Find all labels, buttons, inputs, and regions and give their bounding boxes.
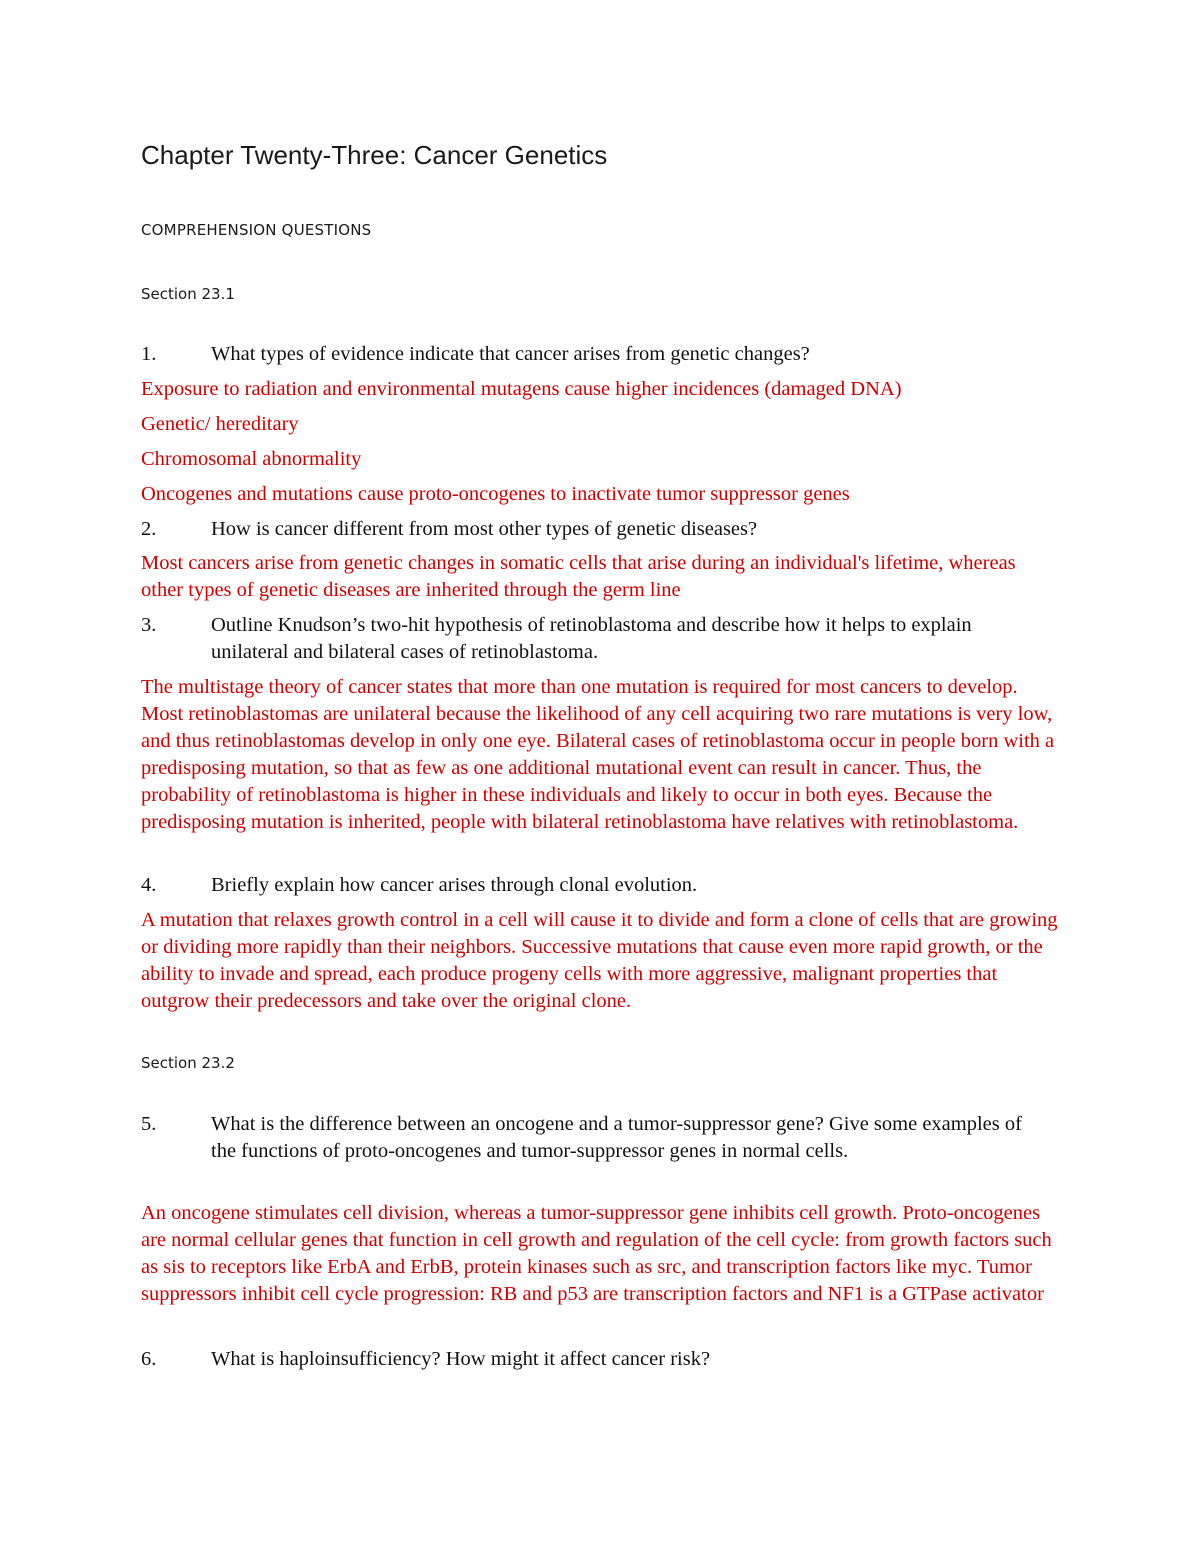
answer-5: An oncogene stimulates cell division, whereas a tumor-suppressor gene inhibits cell growth. Proto-oncogenes are normal cellular genes that function in cell growth and regulation of the cell cycle: from growth factors such as sis to receptors like ErbA and ErbB, protein kinases such as src, and transcription factors like myc. Tumor suppressors inhibit cell cycle progression: RB and p53 are transcription factors and NF1 is a GTPase activator [141,1202,1052,1305]
question-number: 5. [141,1113,157,1135]
answer-2: Most cancers arise from genetic changes in somatic cells that arise during an individual's lifetime, whereas other types of genetic diseases are inherited through the germ line [141,552,1016,601]
question-text: What is haploinsufficiency? How might it affect cancer risk? [211,1348,711,1370]
question-number: 1. [141,343,157,365]
question-text: How is cancer different from most other types of genetic diseases? [211,518,758,540]
answer-3: The multistage theory of cancer states that more than one mutation is required for most cancers to develop. Most retinoblastomas are unilateral because the likelihood of any cell acquiring two rare mutations is very low, and thus retinoblastomas develop in only one eye. Bilateral cases of retinoblastoma occur in people born with a predisposing mutation, so that as few as one additional mutational event can result in cancer. Thus, the probability of retinoblastoma is higher in these individuals and likely to occur in both eyes. Because the predisposing mutation is inherited, people with bilateral retinoblastoma have relatives with retinoblastoma. [141,676,1055,833]
question-3 [141,612,1051,666]
section-heading-23-1: Section 23.1 [141,285,235,303]
answer-4: A mutation that relaxes growth control in a cell will cause it to divide and form a clone of cells that are growing or dividing more rapidly than their neighbors. Successive mutations that cause even more rapid growth, or the ability to invade and spread, each produce progeny cells with more aggressive, malignant properties that outgrow their predecessors and take over the original clone. [141,909,1058,1012]
question-number: 6. [141,1348,157,1370]
question-4 [141,872,1041,899]
answer-1-line-3: Chromosomal abnormality [141,448,362,470]
question-text: What is the difference between an oncogene and a tumor-suppressor gene? Give some examples of the functions of proto-oncogenes and tumor-suppressor genes in normal cells. [211,1113,1022,1162]
answer-1-line-1: Exposure to radiation and environmental mutagens cause higher incidences (damaged DNA) [141,378,902,400]
question-text: Briefly explain how cancer arises through clonal evolution. [211,874,698,896]
answer-1-line-2: Genetic/ hereditary [141,413,299,435]
question-number: 3. [141,614,157,636]
question-text: Outline Knudson’s two-hit hypothesis of retinoblastoma and describe how it helps to explain unilateral and bilateral cases of retinoblastoma. [211,614,972,663]
question-5 [141,1111,1041,1165]
section-heading-23-2: Section 23.2 [141,1054,235,1072]
page-title: Chapter Twenty-Three: Cancer Genetics [141,140,608,170]
comprehension-heading: COMPREHENSION QUESTIONS [141,221,372,239]
question-2 [141,516,1041,543]
question-number: 4. [141,874,157,896]
question-1 [141,341,1041,368]
question-number: 2. [141,518,157,540]
question-6 [141,1346,1041,1373]
question-text: What types of evidence indicate that cancer arises from genetic changes? [211,343,810,365]
answer-1-line-4: Oncogenes and mutations cause proto-oncogenes to inactivate tumor suppressor genes [141,483,850,505]
